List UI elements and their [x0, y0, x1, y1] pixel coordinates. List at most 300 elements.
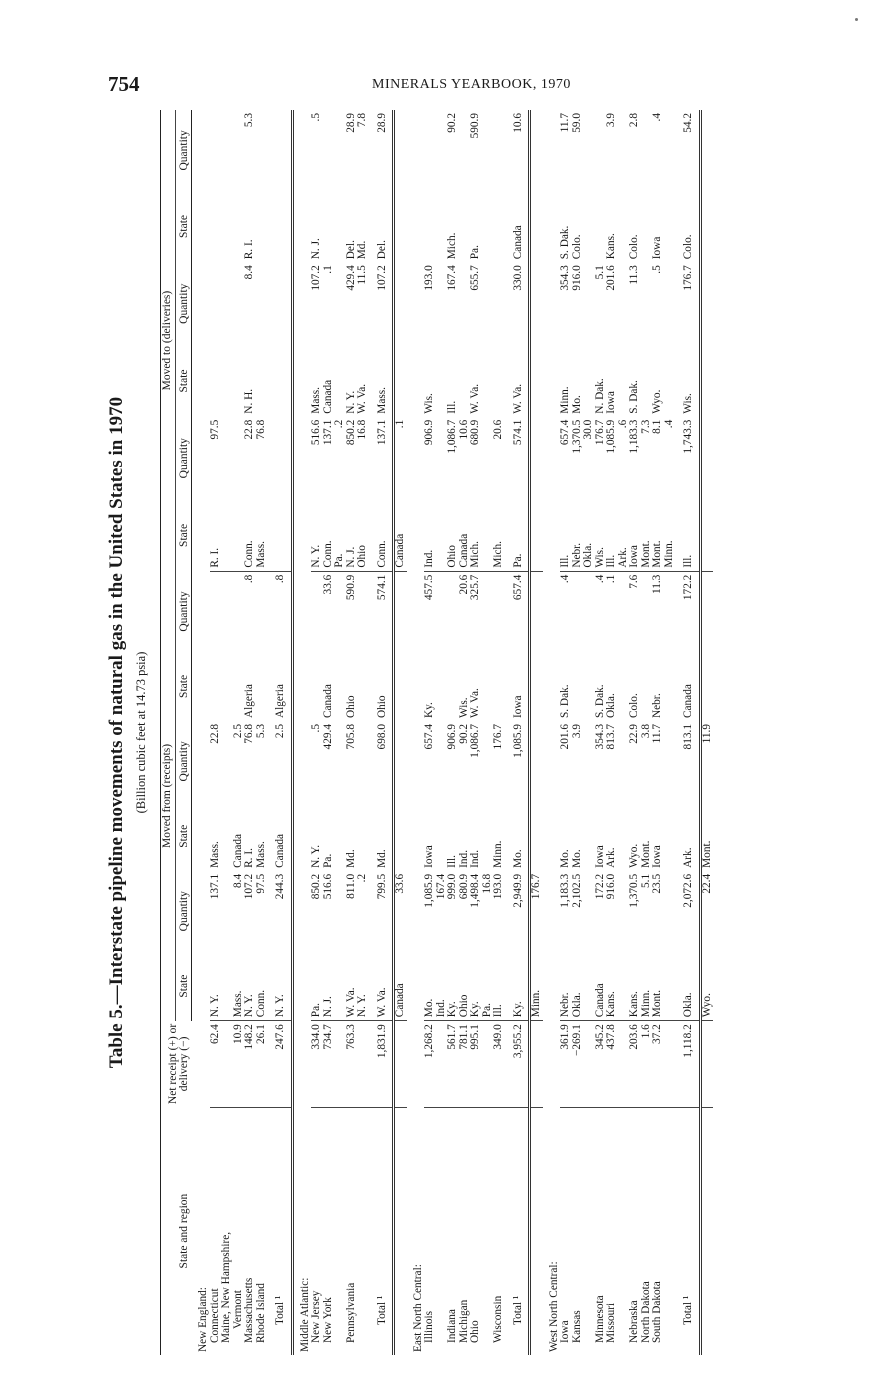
table-row: [606, 110, 618, 1355]
state-cell: Del.: [369, 191, 394, 262]
state-cell: Ohio: [357, 500, 369, 571]
quantity-cell: [221, 571, 233, 652]
quantity-cell: 167.4: [434, 873, 447, 900]
row-label: Wisconsin: [492, 1295, 504, 1343]
state-cell: [394, 191, 407, 262]
quantity-cell: 201.6: [559, 724, 571, 750]
page-header: [0, 72, 870, 112]
quantity-cell: 22.4: [700, 873, 713, 894]
region-row: [543, 110, 561, 1355]
state-cell: Algeria: [267, 652, 292, 721]
state-cell: [210, 345, 222, 416]
state-cell: Wis.: [423, 393, 435, 414]
region-name: New England:: [197, 1287, 209, 1352]
state-cell: Mont.: [700, 840, 713, 868]
quantity-cell: 680.9: [469, 419, 481, 446]
table-row: [447, 110, 459, 1355]
state-cell: Minn.: [530, 952, 543, 1021]
quantity-cell: 655.7: [469, 265, 481, 291]
state-cell: [700, 500, 713, 571]
state-cell: [530, 802, 543, 871]
quantity-cell: .5: [310, 113, 322, 122]
quantity-cell: .4: [662, 419, 675, 429]
table-row: [572, 110, 584, 1355]
state-cell: Ill.: [606, 500, 618, 571]
state-cell: Conn.: [244, 500, 256, 571]
quantity-cell: 906.9: [446, 724, 458, 750]
quantity-cell: .4: [651, 113, 663, 122]
state-cell: [323, 191, 335, 262]
state-cell: Iowa: [651, 845, 663, 868]
state-cell: Mo.: [570, 395, 583, 414]
quantity-cell: [664, 110, 676, 191]
quantity-cell: [334, 571, 346, 652]
state-cell: [357, 802, 369, 871]
state-cell: Ohio: [369, 652, 394, 721]
state-cell: W. Va.: [469, 383, 481, 414]
state-cell: Algeria: [243, 684, 255, 719]
subheader-state: State: [178, 500, 192, 571]
quantity-cell: [233, 571, 245, 652]
state-cell: N. Y.: [311, 500, 323, 571]
state-cell: Mich.: [470, 500, 482, 571]
quantity-cell: [583, 571, 595, 652]
state-cell: Canada: [231, 833, 244, 868]
quantity-cell: 1,370.5: [570, 419, 583, 454]
quantity-cell: 574.1: [369, 571, 394, 652]
row-label: [530, 1107, 543, 1355]
quantity-cell: [394, 721, 407, 802]
table-row: [256, 110, 268, 1355]
quantity-cell: 8.4: [243, 265, 255, 280]
quantity-cell: 107.2: [310, 265, 322, 291]
quantity-cell: [447, 571, 459, 652]
page-number: 754: [108, 72, 140, 96]
state-cell: Mont.: [652, 952, 664, 1021]
state-cell: [482, 345, 494, 416]
state-cell: Ill.: [560, 500, 572, 571]
quantity-cell: 172.2: [675, 571, 700, 652]
state-cell: Ill.: [446, 400, 458, 414]
subheader-state: State: [178, 345, 192, 416]
state-cell: Iowa: [651, 236, 663, 260]
state-cell: [394, 652, 407, 721]
subheader-quantity: Quantity: [178, 871, 192, 952]
quantity-cell: 1,085.9: [423, 873, 435, 908]
state-cell: [357, 652, 369, 721]
quantity-cell: 799.5: [369, 871, 394, 952]
state-cell: Minn.: [664, 500, 676, 571]
state-cell: [572, 652, 584, 721]
state-cell: [334, 345, 346, 416]
state-cell: [334, 952, 346, 1021]
quantity-cell: 1,183.3: [628, 419, 640, 454]
quantity-cell: 5.1: [593, 265, 606, 280]
state-cell: [664, 952, 676, 1021]
quantity-cell: 11.9: [700, 724, 713, 744]
row-label: North Dakota: [639, 1281, 652, 1343]
table-title-block: [100, 110, 149, 1355]
quantity-cell: 574.1: [505, 417, 530, 500]
table-row: [346, 110, 358, 1355]
state-cell: Minn.: [559, 386, 571, 414]
table-title: Table 5.—Interstate pipeline movements of natural gas in the United States in 1970: [106, 396, 127, 1069]
row-label: [700, 1107, 713, 1355]
quantity-cell: 167.4: [446, 265, 458, 291]
state-cell: Conn.: [256, 952, 268, 1021]
quantity-cell: .5: [310, 724, 322, 733]
table-row: [700, 110, 713, 1355]
quantity-cell: 30.0: [582, 419, 594, 440]
table-row: [629, 110, 641, 1355]
state-cell: Wyo.: [700, 952, 713, 1021]
net-cell: 345.2: [595, 1021, 607, 1107]
state-cell: Ind.: [424, 500, 436, 571]
state-cell: [334, 191, 346, 262]
state-cell: Pa.: [482, 952, 494, 1021]
quantity-cell: 10.6: [505, 110, 530, 191]
quantity-cell: [700, 262, 713, 345]
state-cell: [221, 652, 233, 721]
row-label: Kansas: [570, 1310, 583, 1343]
net-cell: 1,118.2: [675, 1021, 700, 1107]
net-cell: −269.1: [572, 1021, 584, 1107]
quantity-cell: 3.9: [570, 724, 583, 739]
state-cell: [256, 191, 268, 262]
quantity-cell: 354.3: [559, 265, 571, 291]
quantity-cell: .4: [559, 574, 571, 584]
quantity-cell: [583, 110, 595, 191]
quantity-cell: 176.7: [593, 419, 606, 446]
quantity-cell: [210, 262, 222, 345]
quantity-cell: [357, 721, 369, 802]
quantity-cell: 7.3: [639, 419, 652, 434]
state-cell: S. Dak.: [559, 225, 571, 260]
state-cell: Canada: [675, 652, 700, 721]
quantity-cell: 137.1: [369, 417, 394, 500]
quantity-cell: 850.2: [344, 419, 357, 446]
quantity-cell: 457.5: [423, 574, 435, 601]
state-cell: [664, 345, 676, 416]
quantity-cell: [394, 571, 407, 652]
state-cell: [267, 500, 292, 571]
quantity-cell: 33.6: [394, 873, 406, 894]
state-cell: [221, 500, 233, 571]
quantity-cell: 8.1: [651, 419, 663, 434]
state-cell: [482, 191, 494, 262]
quantity-cell: 5.3: [243, 113, 255, 128]
quantity-cell: 2.8: [628, 113, 640, 128]
state-cell: R. I.: [210, 500, 222, 571]
quantity-cell: 16.8: [356, 419, 368, 440]
net-cell: 203.6: [629, 1021, 641, 1107]
quantity-cell: 354.3: [593, 724, 606, 750]
quantity-cell: 516.6: [321, 873, 334, 900]
row-label: Michigan: [457, 1299, 470, 1343]
row-label: Iowa: [559, 1320, 571, 1343]
subheader-quantity: Quantity: [178, 571, 192, 652]
state-cell: Canada: [267, 802, 292, 871]
state-cell: Colo.: [628, 693, 640, 719]
quantity-cell: [256, 571, 268, 652]
row-label: Vermont: [231, 1290, 244, 1329]
state-cell: Mo.: [570, 849, 583, 868]
state-cell: Ark.: [675, 802, 700, 871]
net-cell: 62.4: [210, 1021, 222, 1107]
region-name: Middle Atlantic:: [298, 1277, 311, 1352]
quantity-cell: 813.7: [605, 724, 617, 750]
quantity-cell: [267, 417, 292, 500]
state-cell: Wyo.: [651, 389, 663, 414]
quantity-cell: 1,086.7: [446, 419, 458, 454]
state-cell: N. Y.: [210, 952, 222, 1021]
quantity-cell: [583, 262, 595, 345]
row-label: Pennsylvania: [344, 1282, 357, 1343]
running-title: MINERALS YEARBOOK, 1970: [372, 77, 571, 92]
state-cell: [664, 191, 676, 262]
state-cell: Colo.: [628, 234, 640, 260]
quantity-cell: 28.9: [369, 110, 394, 191]
state-cell: W. Va.: [505, 345, 530, 416]
quantity-cell: 516.6: [310, 419, 322, 446]
net-cell: 334.0: [311, 1021, 323, 1107]
net-cell: 995.1: [470, 1021, 482, 1107]
quantity-cell: 1,743.3: [675, 417, 700, 500]
quantity-cell: 999.0: [446, 873, 458, 900]
state-cell: Mass.: [233, 952, 245, 1021]
state-cell: N. Y.: [267, 952, 292, 1021]
quantity-cell: 1,183.3: [559, 873, 571, 908]
quantity-cell: [394, 110, 407, 191]
net-cell: 561.7: [447, 1021, 459, 1107]
quantity-cell: 916.0: [605, 873, 617, 900]
state-cell: Ill.: [493, 952, 505, 1021]
quantity-cell: 1,370.5: [628, 873, 640, 908]
state-cell: Mo.: [505, 802, 530, 871]
quantity-cell: 97.5: [208, 419, 221, 440]
state-cell: Ill.: [675, 500, 700, 571]
state-cell: Canada: [321, 379, 334, 414]
state-cell: Ky.: [447, 952, 459, 1021]
table-row: [394, 110, 407, 1355]
quantity-cell: [641, 110, 653, 191]
quantity-cell: [700, 110, 713, 191]
quantity-cell: [334, 871, 346, 952]
subheader-quantity: Quantity: [178, 110, 192, 191]
state-cell: Canada: [321, 684, 334, 719]
state-cell: [394, 802, 407, 871]
quantity-cell: 2,102.5: [570, 873, 583, 908]
state-cell: Iowa: [505, 652, 530, 721]
quantity-cell: .2: [356, 873, 368, 883]
quantity-cell: 811.0: [344, 873, 357, 899]
quantity-cell: .1: [321, 265, 334, 274]
quantity-cell: [210, 571, 222, 652]
quantity-cell: 76.8: [254, 419, 267, 440]
gas-movements-table: [160, 110, 713, 1355]
state-cell: Mass.: [254, 841, 267, 868]
state-cell: N. J.: [346, 500, 358, 571]
quantity-cell: 590.9: [344, 574, 357, 601]
state-cell: [530, 345, 543, 416]
state-cell: Mont.: [641, 500, 653, 571]
net-cell: 1.6: [641, 1021, 653, 1107]
state-cell: Ind.: [457, 849, 470, 868]
row-label: [583, 1107, 595, 1355]
quantity-cell: [256, 110, 268, 191]
state-cell: [210, 652, 222, 721]
quantity-cell: [493, 262, 505, 345]
quantity-cell: 176.7: [492, 724, 504, 750]
quantity-cell: [664, 721, 676, 802]
quantity-cell: [482, 110, 494, 191]
state-cell: [210, 191, 222, 262]
state-cell: N. Y.: [344, 390, 357, 414]
quantity-cell: 11.7: [559, 113, 571, 133]
region-row: [407, 110, 425, 1355]
state-cell: N. Y.: [310, 844, 322, 868]
subheader-quantity: Quantity: [178, 262, 192, 345]
row-label: Indiana: [446, 1309, 458, 1343]
quantity-cell: 76.8: [243, 724, 255, 744]
state-cell: Wyo.: [628, 843, 640, 868]
table-subtitle: (Billion cubic feet at 14.73 psia): [134, 651, 148, 814]
state-cell: Iowa: [423, 845, 435, 868]
quantity-cell: 2,072.6: [675, 871, 700, 952]
state-cell: Del.: [344, 240, 357, 260]
state-cell: Wis.: [595, 500, 607, 571]
quantity-cell: 590.9: [469, 113, 481, 139]
row-label: Minnesota: [593, 1295, 606, 1343]
table-row: [323, 110, 335, 1355]
state-cell: Md.: [369, 802, 394, 871]
net-cell: 734.7: [323, 1021, 335, 1107]
state-cell: [447, 652, 459, 721]
quantity-cell: [530, 110, 543, 191]
quantity-cell: .8: [243, 574, 255, 584]
net-cell: [357, 1021, 369, 1107]
state-cell: Pa.: [334, 500, 346, 571]
quantity-cell: 59.0: [570, 113, 583, 133]
quantity-cell: 429.4: [344, 265, 357, 291]
state-cell: [583, 345, 595, 416]
quantity-cell: 176.7: [675, 262, 700, 345]
quantity-cell: 1,085.9: [505, 721, 530, 802]
table-row: [583, 110, 595, 1355]
state-cell: Kans.: [606, 952, 618, 1021]
table-row: [311, 110, 323, 1355]
header-moved-to: Moved to (deliveries): [161, 110, 176, 571]
state-cell: Iowa: [593, 845, 606, 868]
net-cell: 1,268.2: [424, 1021, 436, 1107]
quantity-cell: [436, 571, 448, 652]
net-cell: 361.9: [560, 1021, 572, 1107]
state-cell: Nebr.: [572, 500, 584, 571]
table-row: [244, 110, 256, 1355]
state-cell: [700, 345, 713, 416]
state-cell: W. Va.: [346, 952, 358, 1021]
region-row: [292, 110, 311, 1355]
subheader-state: State: [178, 802, 192, 871]
quantity-cell: 107.2: [243, 873, 255, 900]
state-cell: [221, 345, 233, 416]
state-cell: Ill.: [446, 854, 458, 868]
quantity-cell: [641, 262, 653, 345]
state-cell: Wis.: [675, 345, 700, 416]
row-label: [664, 1107, 676, 1355]
quantity-cell: 2.5: [231, 724, 244, 739]
state-cell: [493, 191, 505, 262]
state-cell: W. Va.: [369, 952, 394, 1021]
quantity-cell: 172.2: [593, 873, 606, 900]
quantity-cell: [664, 262, 676, 345]
quantity-cell: 11.3: [651, 574, 663, 595]
quantity-cell: .6: [616, 419, 629, 429]
quantity-cell: 16.8: [480, 873, 493, 894]
state-cell: [664, 802, 676, 871]
quantity-cell: [482, 571, 494, 652]
state-cell: Mo.: [559, 849, 571, 868]
state-cell: Ky.: [470, 952, 482, 1021]
table-body: [192, 110, 714, 1355]
state-cell: [493, 652, 505, 721]
state-cell: Okla.: [675, 952, 700, 1021]
quantity-cell: 680.9: [457, 873, 470, 900]
state-cell: Ark.: [618, 500, 630, 571]
state-cell: Canada: [459, 500, 471, 571]
quantity-cell: 7.6: [628, 574, 640, 589]
row-label: Nebraska: [628, 1300, 640, 1343]
table-row: [664, 110, 676, 1355]
quantity-cell: [700, 417, 713, 500]
state-cell: Ind.: [436, 952, 448, 1021]
quantity-cell: 107.2: [369, 262, 394, 345]
table-row: [424, 110, 436, 1355]
quantity-cell: 906.9: [423, 419, 435, 446]
state-cell: Mo.: [424, 952, 436, 1021]
quantity-cell: 176.7: [530, 873, 542, 900]
state-cell: [436, 652, 448, 721]
quantity-cell: 657.4: [505, 571, 530, 652]
state-cell: N. Y.: [244, 952, 256, 1021]
state-cell: Ohio: [344, 695, 357, 719]
state-cell: Nebr.: [560, 952, 572, 1021]
header-moved-from: Moved from (receipts): [161, 571, 176, 1021]
quantity-cell: [493, 571, 505, 652]
state-cell: Md.: [344, 849, 357, 868]
state-cell: N. H.: [243, 388, 255, 414]
state-cell: W. Va.: [356, 383, 368, 414]
table-row: [652, 110, 664, 1355]
quantity-cell: 193.0: [423, 265, 435, 291]
state-cell: Mich.: [446, 232, 458, 260]
state-cell: W. Va.: [469, 688, 481, 719]
quantity-cell: 10.6: [457, 419, 470, 440]
quantity-cell: 193.0: [492, 873, 504, 900]
quantity-cell: 20.6: [492, 419, 504, 440]
quantity-cell: [583, 721, 595, 802]
quantity-cell: 2.5: [267, 721, 292, 802]
quantity-cell: 850.2: [310, 873, 322, 900]
state-cell: Ark.: [605, 847, 617, 868]
quantity-cell: [323, 110, 335, 191]
quantity-cell: 1,498.4: [469, 873, 481, 908]
quantity-cell: 916.0: [570, 265, 583, 291]
state-cell: [221, 802, 233, 871]
state-cell: [583, 802, 595, 871]
state-cell: Iowa: [605, 391, 617, 414]
state-cell: N. J.: [323, 952, 335, 1021]
